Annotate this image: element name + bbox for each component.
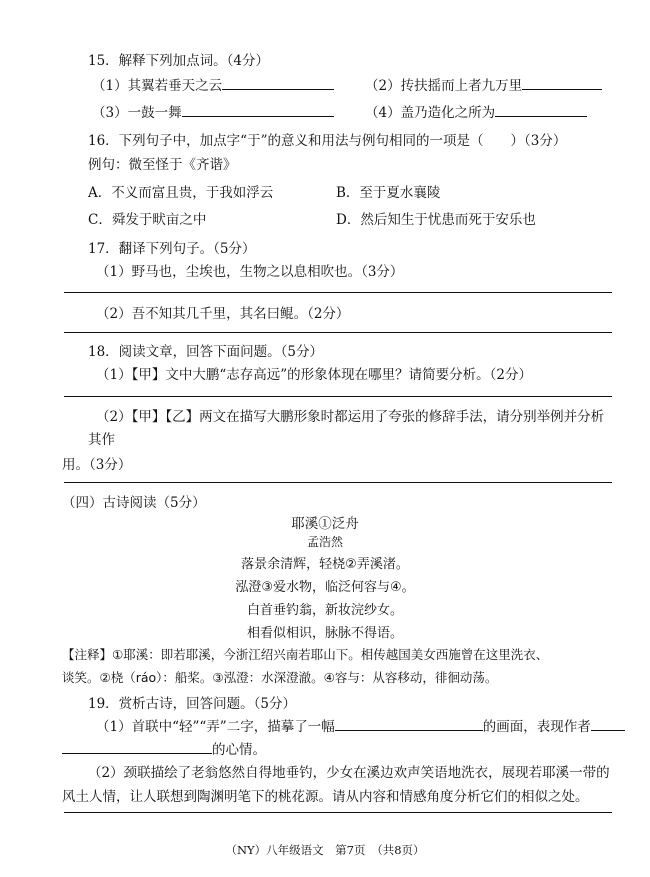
poem-line-2: 泓澄③爱水物，临泛何容与④。: [235, 580, 415, 595]
poem-line-1: 落景余清辉，轻桡②弄溪渚。: [241, 557, 409, 572]
section-title: （四）古诗阅读（5分）: [62, 495, 206, 511]
q18-item-2-line-2: 其作: [88, 432, 115, 448]
annotation-line-2: 谈笑。②桡（ráo）：船桨。③泓澄：水深澄澈。④容与：从容移动，徘徊动荡。: [62, 670, 498, 685]
poem-line-4: 相看似相识，脉脉不得语。: [246, 626, 403, 641]
q15-item-2: [365, 74, 602, 94]
q17-title: 17．翻译下列句子。（5分）: [88, 241, 256, 257]
answer-line[interactable]: [64, 482, 612, 483]
answer-blank[interactable]: [495, 104, 587, 117]
q16-option-c[interactable]: C．舜发于畎亩之中: [88, 212, 207, 228]
q15-item-3: [92, 101, 334, 121]
q17-item-2: （2）吾不知其几千里，其名曰鲲。（2分）: [96, 306, 350, 322]
q18-item-1: （1）【甲】文中大鹏“志存高远”的形象体现在哪里？请简要分析。（2分）: [96, 367, 532, 383]
q17-item-1: （1）野马也，尘埃也，生物之以息相吹也。（3分）: [96, 264, 404, 280]
q19-title: 19．赏析古诗，回答问题。（5分）: [88, 696, 297, 712]
poem-title: 耶溪①泛舟: [291, 516, 359, 532]
q19-item-1-text-c: 的心情。: [212, 742, 266, 758]
q18-item-2-line-1: （2）【甲】【乙】两文在描写大鹏形象时都运用了夸张的修辞手法，请分别举例并分析: [96, 409, 605, 425]
q19-item-2-line-2: 风土人情，让人联想到陶渊明笔下的桃花源。请从内容和情感角度分析它们的相似之处。: [62, 789, 589, 805]
q19-item-2-line-1: （2）颈联描绘了老翁悠然自得地垂钓，少女在溪边欢声笑语地洗衣，展现若耶溪一带的: [88, 765, 610, 781]
q18-item-2-line-3: 用。（3分）: [62, 457, 132, 473]
page-footer: （NY）八年级语文 第7页 （共8页）: [225, 843, 425, 857]
q15-item-2-text: （2）抟扶摇而上者九万里: [365, 78, 523, 94]
q16-example: 例句：微至怪于《齐谐》: [88, 157, 237, 173]
q16-option-a[interactable]: A．不义而富且贵，于我如浮云: [88, 185, 274, 201]
answer-blank[interactable]: [222, 77, 334, 90]
answer-blank[interactable]: [522, 77, 602, 90]
annotation-line-1: 【注释】①耶溪：即若耶溪，今浙江绍兴南若耶山下。相传越国美女西施曾在这里洗衣、: [62, 647, 549, 662]
q19-item-1-cont: [62, 738, 266, 758]
q15-item-3-text: （3）一鼓一舞: [92, 105, 182, 121]
q16-option-d[interactable]: D．然后知生于忧患而死于安乐也: [336, 212, 536, 228]
poem-author: 孟浩然: [306, 535, 343, 549]
q19-item-1: [96, 715, 625, 735]
q19-item-1-text-b: 的画面，表现作者: [482, 719, 591, 735]
answer-line[interactable]: [64, 292, 612, 293]
answer-line[interactable]: [64, 332, 612, 333]
answer-blank[interactable]: [335, 718, 483, 731]
q15-title: 15．解释下列加点词。（4分）: [88, 53, 270, 69]
answer-line[interactable]: [64, 396, 612, 397]
q16-option-b[interactable]: B．至于夏水襄陵: [336, 185, 441, 201]
q15-item-4-text: （4）盖乃造化之所为: [365, 105, 496, 121]
answer-blank[interactable]: [591, 718, 625, 731]
q18-title: 18．阅读文章，回答下面问题。（5分）: [88, 344, 324, 360]
q19-item-1-text-a: （1）首联中“轻”“弄”二字，描摹了一幅: [96, 719, 335, 735]
q16-title: 16．下列句子中，加点字“于”的意义和用法与例句相同的一项是（ ）（3分）: [88, 133, 567, 149]
poem-line-3: 白首垂钓翁，新妆浣纱女。: [246, 603, 403, 618]
answer-blank[interactable]: [182, 104, 334, 117]
answer-line[interactable]: [64, 812, 612, 813]
answer-blank[interactable]: [62, 741, 212, 754]
q15-item-1: [92, 74, 334, 94]
q15-item-1-text: （1）其翼若垂天之云: [92, 78, 223, 94]
q15-item-4: [365, 101, 587, 121]
